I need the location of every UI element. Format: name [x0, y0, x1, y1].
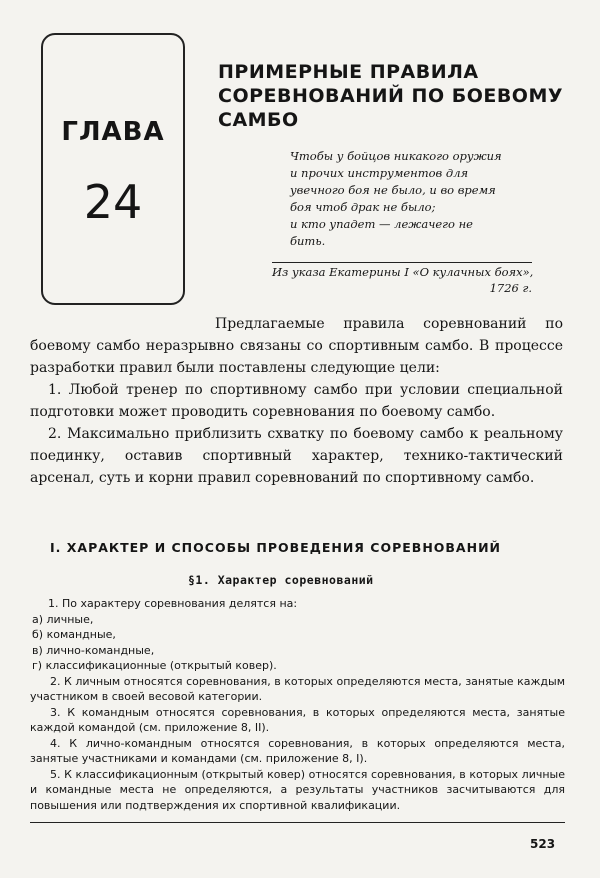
chapter-title [218, 60, 588, 132]
epigraph-source [272, 262, 532, 296]
rule-subitem: в) лично-командные, [32, 643, 155, 657]
chapter-title-line: САМБО [218, 109, 299, 131]
intro-text [30, 313, 563, 489]
rule-subitem: г) классификационные (открытый ковер). [32, 659, 277, 672]
epigraph-line: увечного боя не было, и во время [290, 183, 496, 197]
epigraph-line: и кто упадет — лежачего не [290, 217, 473, 231]
chapter-label: ГЛАВА [61, 117, 165, 147]
rule-item: 3. К командным относятся соревнования, в которых определяются места, занятые каждой командой (см. приложение 8, II). [30, 705, 565, 734]
intro-paragraph: 1. Любой тренер по спортивному самбо при условии специальной подготовки может проводить соревнования по боевому самбо. [30, 382, 563, 420]
rule-item: 1. По характеру соревнования делятся на: [48, 597, 298, 610]
chapter-box [41, 33, 185, 305]
section-heading: I. ХАРАКТЕР И СПОСОБЫ ПРОВЕДЕНИЯ СОРЕВНОВАНИЙ [50, 540, 501, 555]
epigraph-line: бить. [290, 234, 326, 248]
rule-subitem: б) командные, [32, 628, 116, 641]
intro-paragraph: 2. Максимально приблизить схватку по боевому самбо к реальному поединку, оставив спортивный характер, технико-тактический арсенал, суть и корни правил соревнований по спортивному самбо. [30, 426, 563, 486]
rules-list [30, 596, 565, 813]
intro-paragraph: Предлагаемые правила соревнований по боевому самбо неразрывно связаны со спортивным самбо. В процессе разработки правил были поставлены следующие цели: [30, 316, 563, 376]
epigraph-line: боя чтоб драк не было; [290, 200, 436, 214]
chapter-title-line: ПРИМЕРНЫЕ ПРАВИЛА [218, 61, 479, 83]
chapter-number: 24 [83, 175, 143, 229]
epigraph-line: Чтобы у бойцов никакого оружия [290, 149, 502, 163]
rule-subitem: а) личные, [32, 612, 94, 626]
epigraph-source-year: 1726 г. [489, 281, 532, 295]
chapter-title-line: СОРЕВНОВАНИЙ ПО БОЕВОМУ [218, 85, 564, 107]
epigraph-line: и прочих инструментов для [290, 166, 469, 180]
epigraph [290, 148, 540, 250]
rule-item: 5. К классификационным (открытый ковер) относятся соревнования, в которых личные и командные места не определяются, а результаты участников засчитываются для повышения или подтверждения их спортивной квалификации. [30, 767, 565, 812]
epigraph-source-text: Из указа Екатерины I «О кулачных боях», [272, 265, 534, 279]
rule-item: 4. К лично-командным относятся соревнования, в которых определяются места, занятые участниками и командами (см. приложение 8, I). [30, 736, 565, 765]
bottom-divider [30, 822, 565, 823]
rule-item: 2. К личным относятся соревнования, в которых определяются места, занятые каждым участником в своей весовой категории. [30, 674, 565, 703]
subsection-heading: §1. Характер соревнований [188, 573, 374, 587]
page-number: 523 [530, 837, 556, 851]
